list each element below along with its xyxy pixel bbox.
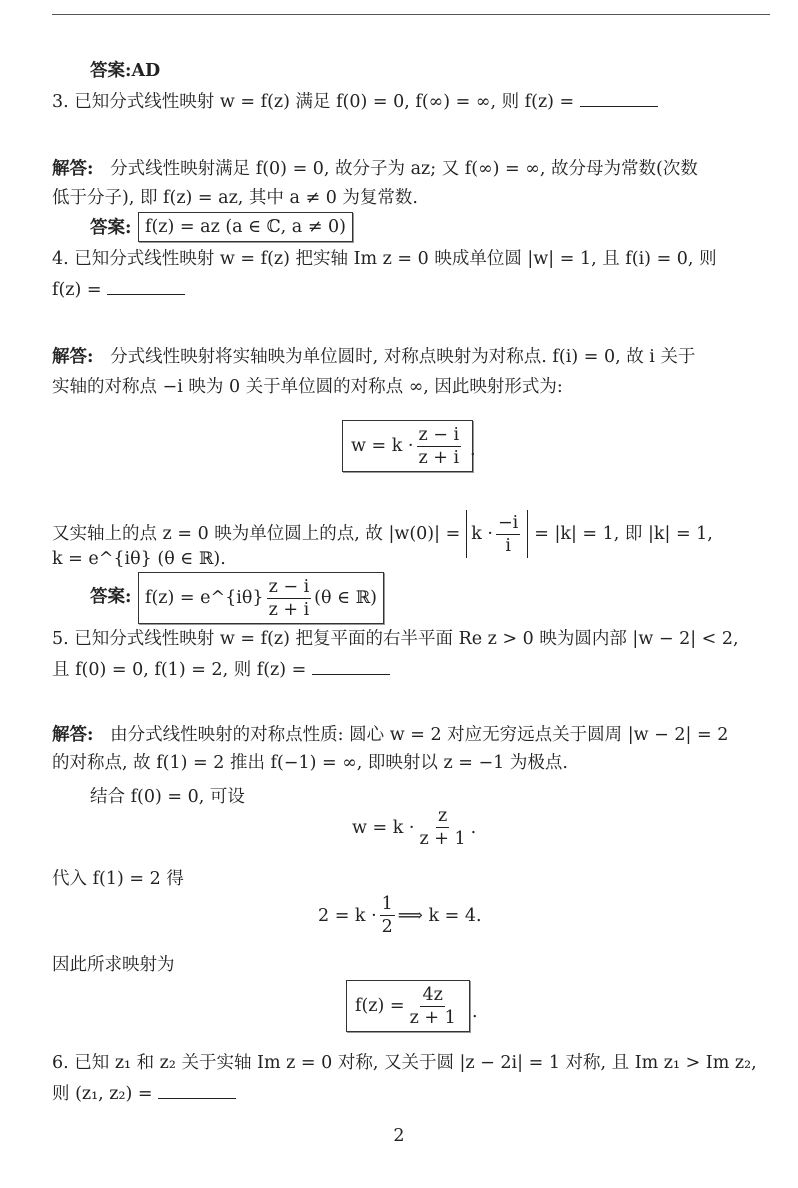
- equation-2: [318, 893, 482, 938]
- answer-blank: [580, 88, 658, 107]
- answer-blank: [107, 276, 185, 295]
- answer-prev: 答案:AD: [90, 61, 161, 81]
- solution-label: 解答:: [52, 347, 94, 367]
- question-6-text: 则 (z₁, z₂) =: [52, 1084, 153, 1104]
- solution-3-text: 分式线性映射满足 f(0) = 0, 故分子为 az; 又 f(∞) = ∞, 故分母为常数(次数: [110, 159, 698, 179]
- solution-5-text: 由分式线性映射的对称点性质: 圆心 w = 2 对应无穷远点关于圆周 |w − 2| = 2: [110, 725, 729, 745]
- answer-3-box: f(z) = az (a ∈ ℂ, a ≠ 0): [138, 212, 353, 242]
- formula-left: f(z) = e^{iθ}: [145, 588, 264, 608]
- answer-label: 答案:: [90, 218, 132, 238]
- page-number: 2: [393, 1126, 405, 1146]
- denominator: z + 1: [409, 1007, 456, 1028]
- solution-4-text: = |k| = 1, 即 |k| = 1,: [534, 524, 713, 544]
- equation-left: w = k ·: [352, 817, 415, 838]
- solution-5-line-1: [52, 722, 728, 748]
- formula-left: w = k ·: [351, 436, 414, 456]
- answer-4: [90, 584, 131, 610]
- solution-4-line-2: 实轴的对称点 −i 映为 0 关于单位圆的对称点 ∞, 因此映射形式为:: [52, 377, 563, 397]
- solution-label: 解答:: [52, 159, 94, 179]
- solution-5-line-2: 的对称点, 故 f(1) = 2 推出 f(−1) = ∞, 即映射以 z = −1 为极点.: [52, 753, 568, 773]
- solution-5-line-5: 因此所求映射为: [52, 955, 175, 975]
- solution-4-line-4: k = e^{iθ} (θ ∈ ℝ).: [52, 549, 226, 569]
- solution-3-line-1: [52, 156, 698, 182]
- formula-box-5: [346, 980, 470, 1032]
- answer-blank: [158, 1080, 236, 1099]
- equation-right: ⟹ k = 4.: [397, 905, 482, 926]
- abs-k: k ·: [471, 524, 493, 544]
- question-3: [52, 88, 658, 115]
- answer-3: [90, 215, 131, 241]
- denominator: 2: [381, 917, 393, 937]
- numerator: z: [437, 806, 448, 826]
- fraction: [418, 805, 468, 850]
- denominator: z + i: [418, 447, 460, 468]
- solution-5-line-3: 结合 f(0) = 0, 可设: [90, 787, 245, 807]
- question-5-line-2: [52, 656, 390, 683]
- denominator: z + i: [268, 599, 310, 620]
- fraction: [417, 424, 462, 469]
- equation-1: [352, 805, 476, 850]
- question-6-line-2: [52, 1080, 236, 1107]
- formula-left: f(z) =: [355, 996, 405, 1016]
- abs-value: [466, 510, 528, 558]
- answer-label: 答案:: [90, 587, 132, 607]
- solution-4-line-1: [52, 344, 695, 370]
- solution-3-line-2: 低于分子), 即 f(z) = az, 其中 a ≠ 0 为复常数.: [52, 188, 418, 208]
- period: .: [472, 1002, 478, 1022]
- period: .: [470, 440, 476, 460]
- question-5-text: 且 f(0) = 0, f(1) = 2, 则 f(z) =: [52, 660, 307, 680]
- question-4-line-2: [52, 276, 185, 303]
- question-4-line-1: 4. 已知分式线性映射 w = f(z) 把实轴 Im z = 0 映成单位圆 |w| = 1, 且 f(i) = 0, 则: [52, 249, 717, 269]
- question-6-line-1: 6. 已知 z₁ 和 z₂ 关于实轴 Im z = 0 对称, 又关于圆 |z − 2i| = 1 对称, 且 Im z₁ > Im z₂,: [52, 1053, 757, 1073]
- numerator: z − i: [268, 576, 310, 597]
- denominator: i: [505, 535, 511, 556]
- answer-blank: [312, 656, 390, 675]
- numerator: 4z: [422, 984, 443, 1005]
- equation-left: 2 = k ·: [318, 905, 377, 926]
- question-3-text: 3. 已知分式线性映射 w = f(z) 满足 f(0) = 0, f(∞) = ∞, 则 f(z) =: [52, 92, 575, 112]
- formula-right: (θ ∈ ℝ): [314, 588, 377, 608]
- formula-box-4: [342, 420, 473, 472]
- solution-4-text: 又实轴上的点 z = 0 映为单位圆上的点, 故 |w(0)| =: [52, 524, 461, 544]
- fraction: [408, 984, 458, 1029]
- solution-4-text: 分式线性映射将实轴映为单位圆时, 对称点映射为对称点. f(i) = 0, 故 i 关于: [110, 347, 696, 367]
- numerator: −i: [497, 512, 519, 533]
- header-rule: [52, 14, 770, 15]
- fraction: [267, 576, 312, 621]
- solution-5-line-4: 代入 f(1) = 2 得: [52, 869, 184, 889]
- numerator: 1: [381, 894, 393, 914]
- solution-label: 解答:: [52, 725, 94, 745]
- denominator: z + 1: [419, 829, 466, 849]
- answer-4-box: [138, 572, 384, 624]
- numerator: z − i: [418, 424, 460, 445]
- question-5-line-1: 5. 已知分式线性映射 w = f(z) 把复平面的右半平面 Re z > 0 映为圆内部 |w − 2| < 2,: [52, 629, 739, 649]
- period: .: [470, 817, 477, 838]
- question-4-text: f(z) =: [52, 280, 102, 300]
- fraction: [496, 512, 520, 557]
- fraction: [380, 893, 395, 938]
